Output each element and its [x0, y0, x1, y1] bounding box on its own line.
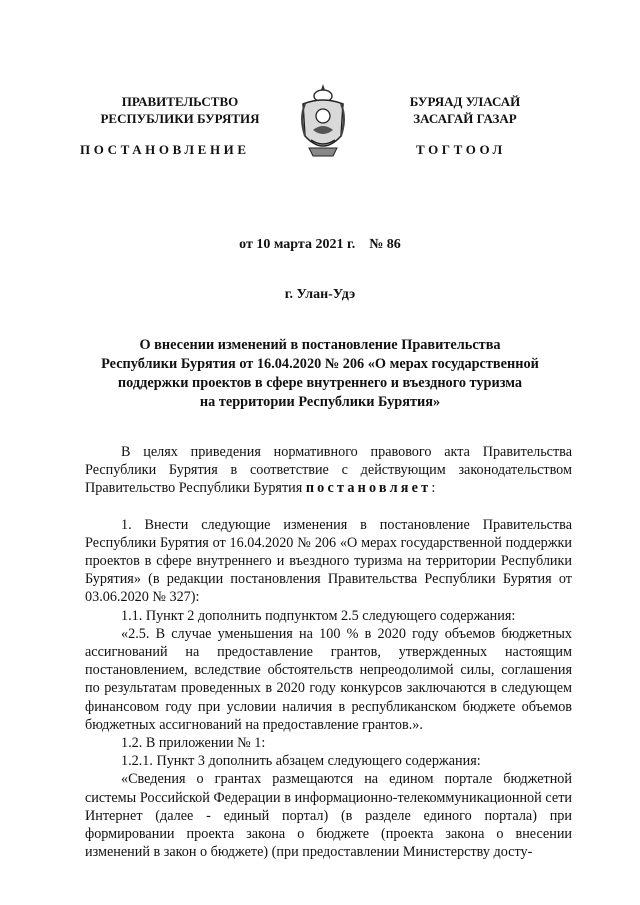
paragraph-1-2: 1.2. В приложении № 1: — [121, 735, 266, 752]
header-left-title: ПОСТАНОВЛЕНИЕ — [80, 142, 250, 157]
paragraph-1-1: 1.1. Пункт 2 дополнить подпунктом 2.5 следующего содержания: — [121, 607, 516, 624]
document-title — [80, 336, 560, 412]
document-number: № 86 — [369, 237, 401, 252]
title-line: поддержки проектов в сфере внутреннего и въездного туризма — [117, 375, 523, 391]
paragraph-1-1-text: «2.5. В случае уменьшения на 100 % в 2020 году объемов бюджетных ассигнований на предоставление грантов, утвержденных настоящим постановлением, вследствие обстоятельств непреодолимой силы, соглашения по результатам проведенных в 2020 году конкурсов заключаются в следующем финансовом году при условии наличия в республиканском бюджете объемов бюджетных ассигнований на предоставление грантов.». — [85, 625, 572, 733]
document-body — [85, 443, 572, 861]
header-left-block — [80, 93, 280, 127]
title-line: Республики Бурятия от 16.04.2020 № 206 «О мерах государственной — [101, 356, 539, 372]
paragraph-1: 1. Внести следующие изменения в постановление Правительства Республики Бурятия от 16.04.2020 № 206 «О мерах государственной поддержки проектов в сфере внутреннего и въездного туризма на территории Республики Бурятия» (в редакции постановления Правительства Республики Бурятия от 03.06.2020 № 327): — [85, 516, 572, 606]
preamble-paragraph — [85, 443, 572, 498]
preamble-text: В целях приведения нормативного правового акта Правительства Республики Бурятия в соответствие с действующим законодательством Правительство Республики Бурятия — [85, 444, 572, 497]
header-right-block — [380, 93, 550, 127]
header-left-line1: ПРАВИТЕЛЬСТВО — [121, 94, 239, 109]
header-left-line2: РЕСПУБЛИКИ БУРЯТИЯ — [100, 111, 260, 126]
preamble-emphasis: постановляет — [305, 480, 432, 497]
coat-of-arms-icon — [295, 82, 351, 162]
document-date: от 10 марта 2021 г. — [239, 237, 356, 252]
header-right-title: ТОГТООЛ — [416, 142, 506, 157]
title-line: О внесении изменений в постановление Правительства — [139, 337, 501, 353]
title-line: на территории Республики Бурятия» — [199, 394, 441, 410]
paragraph-1-2-1: 1.2.1. Пункт 3 дополнить абзацем следующего содержания: — [121, 753, 481, 770]
paragraph-1-2-1-text: «Сведения о грантах размещаются на едином портале бюджетной системы Российской Федерации в информационно-телекоммуникационной сети Интернет (далее - единый портал) (в разделе единого портала) при формировании проекта закона о бюджете (проекта закона о внесении изменений в закон о бюджете) (при предоставлении Министерству досту- — [85, 771, 572, 861]
preamble-end: : — [431, 480, 436, 497]
dateline — [0, 237, 640, 253]
header-right-line1: БУРЯАД УЛАСАЙ — [409, 94, 521, 109]
header-right-line2: ЗАСАГАЙ ГАЗАР — [413, 111, 517, 126]
city-line: г. Улан-Удэ — [284, 287, 356, 302]
